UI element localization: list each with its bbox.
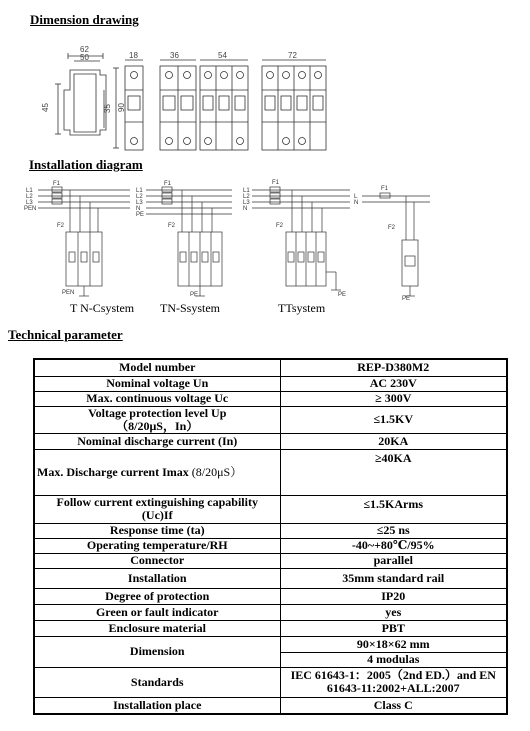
caption-tnc: T N-Csystem bbox=[70, 301, 135, 315]
dim-front-h: 90 bbox=[117, 103, 126, 112]
tt-diagram bbox=[252, 187, 350, 290]
row-value: yes bbox=[280, 604, 507, 620]
row-label: Installation place bbox=[34, 697, 280, 714]
side-view bbox=[55, 53, 106, 135]
technical-parameter-title: Technical parameter bbox=[8, 327, 123, 342]
single-wire-l: L bbox=[354, 194, 358, 200]
row-value: REP-D380M2 bbox=[280, 359, 507, 376]
row-label: Follow current extinguishing capability (Uc)If bbox=[34, 495, 280, 523]
tns-wire-l3: L3 bbox=[136, 200, 143, 206]
row-label: Dimension bbox=[34, 636, 280, 667]
single-f1-label: F1 bbox=[381, 186, 389, 192]
row-label: Green or fault indicator bbox=[34, 604, 280, 620]
technical-parameter-table bbox=[33, 358, 508, 715]
caption-tns: TN-Ssystem bbox=[160, 301, 220, 315]
table-row bbox=[34, 697, 507, 714]
table-row bbox=[34, 523, 507, 538]
module-1p bbox=[125, 60, 143, 150]
module-4p bbox=[262, 60, 326, 150]
row-label: Operating temperature/RH bbox=[34, 538, 280, 553]
single-wire-n: N bbox=[354, 200, 359, 206]
row-value: ≤1.5KArms bbox=[280, 495, 507, 523]
table-row bbox=[34, 553, 507, 568]
tt-f1-label: F1 bbox=[272, 180, 280, 186]
tnc-f1-label: F1 bbox=[53, 181, 61, 187]
tt-wire-n: N bbox=[243, 206, 248, 212]
dim-m1: 18 bbox=[129, 51, 138, 60]
row-label bbox=[34, 449, 280, 495]
tns-pe-label: PE bbox=[190, 292, 199, 298]
dim-m3: 54 bbox=[218, 51, 227, 60]
row-value: IEC 61643-1：2005（2nd ED.）and EN 61643-11:2002+ALL:2007 bbox=[280, 667, 507, 697]
tns-wire-n: N bbox=[136, 206, 141, 212]
row-label: Enclosure material bbox=[34, 620, 280, 636]
tnc-wire-l3: L3 bbox=[26, 200, 33, 206]
tt-wire-l3: L3 bbox=[243, 200, 250, 206]
table-row bbox=[34, 667, 507, 697]
installation-diagram bbox=[0, 172, 530, 302]
module-3p bbox=[200, 60, 248, 150]
table-row bbox=[34, 588, 507, 604]
dim-side-w1: 62 bbox=[80, 45, 89, 54]
row-value: 90×18×62 mm bbox=[280, 636, 507, 652]
table-row bbox=[34, 359, 507, 376]
row-label: Degree of protection bbox=[34, 588, 280, 604]
row-value: ≥ 300V bbox=[280, 391, 507, 406]
tnc-wire-pen: PEN bbox=[24, 206, 37, 212]
row-label: Connector bbox=[34, 553, 280, 568]
dim-side-h1: 45 bbox=[41, 103, 50, 112]
tns-wire-l2: L2 bbox=[136, 194, 143, 200]
tt-wire-l2: L2 bbox=[243, 194, 250, 200]
table-row bbox=[34, 538, 507, 553]
tns-f1-label: F1 bbox=[164, 181, 172, 187]
row-label-main: Max. Discharge current Imax bbox=[37, 464, 192, 479]
dimension-drawing-title: Dimension drawing bbox=[30, 12, 139, 27]
tnc-wire-l2: L2 bbox=[26, 194, 33, 200]
module-2p bbox=[160, 60, 196, 150]
dimension-drawing bbox=[0, 30, 530, 170]
row-label: Installation bbox=[34, 568, 280, 588]
tns-wire-pe: PE bbox=[136, 212, 145, 218]
row-value: ≤25 ns bbox=[280, 523, 507, 538]
single-f2-label: F2 bbox=[388, 225, 396, 231]
caption-tt: TTsystem bbox=[278, 301, 326, 315]
tnc-pen-label: PEN bbox=[62, 290, 75, 296]
tt-wire-l1: L1 bbox=[243, 188, 250, 194]
tns-wire-l1: L1 bbox=[136, 188, 143, 194]
row-label: Max. continuous voltage Uc bbox=[34, 391, 280, 406]
row-value: 20KA bbox=[280, 433, 507, 449]
row-label: Voltage protection level Up （8/20μS，In） bbox=[34, 406, 280, 433]
row-value: PBT bbox=[280, 620, 507, 636]
row-value: IP20 bbox=[280, 588, 507, 604]
row-value: -40~+80℃/95% bbox=[280, 538, 507, 553]
tnc-diagram bbox=[38, 187, 130, 296]
row-value: AC 230V bbox=[280, 376, 507, 391]
table-row bbox=[34, 604, 507, 620]
row-label: Nominal voltage Un bbox=[34, 376, 280, 391]
tns-diagram bbox=[146, 187, 232, 296]
table-row bbox=[34, 433, 507, 449]
single-phase-diagram bbox=[362, 193, 430, 296]
tnc-f2-label: F2 bbox=[57, 223, 65, 229]
tnc-wire-l1: L1 bbox=[26, 188, 33, 194]
table-row bbox=[34, 449, 507, 495]
tt-pe-label: PE bbox=[338, 292, 347, 298]
single-pe-label: PE bbox=[402, 296, 411, 302]
row-value: Class C bbox=[280, 697, 507, 714]
table-row bbox=[34, 495, 507, 523]
row-label: Standards bbox=[34, 667, 280, 697]
dim-side-h2: 35 bbox=[103, 104, 112, 113]
installation-diagram-title: Installation diagram bbox=[29, 157, 143, 172]
table-row bbox=[34, 406, 507, 433]
row-label: Nominal discharge current (In) bbox=[34, 433, 280, 449]
tt-f2-label: F2 bbox=[276, 223, 284, 229]
table-row bbox=[34, 568, 507, 588]
row-value: parallel bbox=[280, 553, 507, 568]
dim-side-w2: 50 bbox=[80, 53, 89, 62]
dim-m4: 72 bbox=[288, 51, 297, 60]
table-row bbox=[34, 620, 507, 636]
row-value: 35mm standard rail bbox=[280, 568, 507, 588]
row-label: Response time (ta) bbox=[34, 523, 280, 538]
table-row bbox=[34, 376, 507, 391]
table-row bbox=[34, 391, 507, 406]
row-value: ≤1.5KV bbox=[280, 406, 507, 433]
row-value-secondary: 4 modulas bbox=[280, 652, 507, 667]
dim-m2: 36 bbox=[170, 51, 179, 60]
row-label-suffix: (8/20μS） bbox=[191, 464, 243, 479]
tns-f2-label: F2 bbox=[168, 223, 176, 229]
row-value: ≥40KA bbox=[280, 449, 507, 495]
table-row bbox=[34, 636, 507, 652]
row-label: Model number bbox=[34, 359, 280, 376]
